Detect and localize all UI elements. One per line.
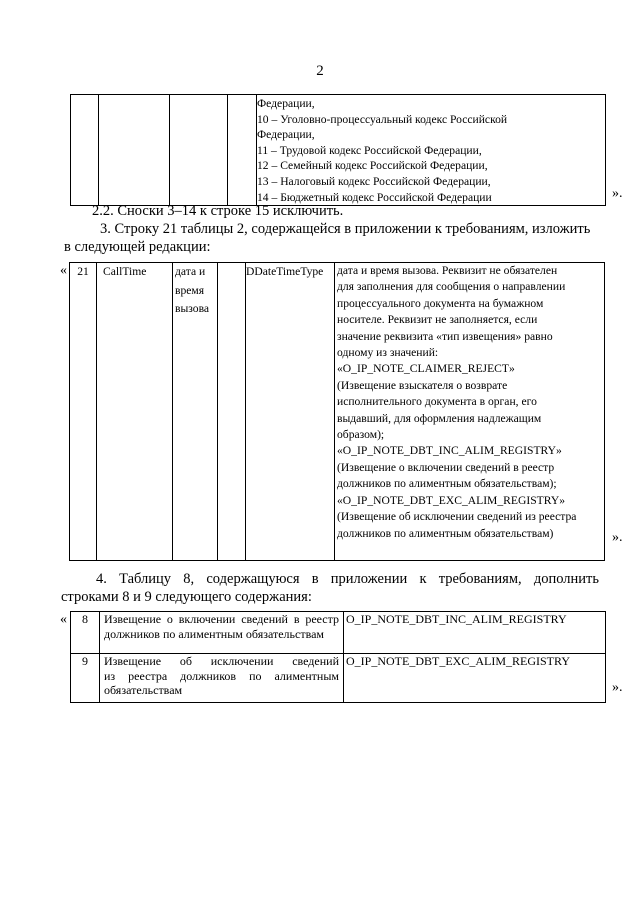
table-row-21 xyxy=(69,262,605,561)
field-type: DDateTimeType xyxy=(246,263,335,561)
close-quote: ». xyxy=(612,530,623,545)
table-cell xyxy=(257,95,606,206)
row-description-line: из реестра должников по алиментным xyxy=(104,668,339,683)
field-description: дата и время вызова. Реквизит не обязателен для заполнения для сообщения о направлении процессуального документа на бумажном носителе. Реквизит не заполняется, если значение реквизита «тип извещения» равно одному из значений: «O_IP_NOTE_CLAIMER_REJECT» (Извещение взыскателя о возврате исполнительного документа в орган, его выдавший, для оформления надлежащим образом); «O_IP_NOTE_DBT_INC_ALIM_REGISTRY» (Извещение о включении сведений в реестр должников по алиментным обязательствам); «O_IP_NOTE_DBT_EXC_ALIM_REGISTRY» (Извещение об исключении сведений из реестра должников по алиментным обязательствам) xyxy=(335,263,605,561)
close-quote: ». xyxy=(612,186,623,201)
paragraph-4-line2: строками 8 и 9 следующего содержания: xyxy=(61,589,312,605)
table-cell xyxy=(170,95,228,206)
table-8-rows xyxy=(70,611,606,703)
row-number: 9 xyxy=(71,654,100,703)
row-description-line: Извещение о включении сведений в реестр xyxy=(104,612,339,626)
row-code: O_IP_NOTE_DBT_EXC_ALIM_REGISTRY xyxy=(344,654,606,703)
page-number: 2 xyxy=(316,63,324,79)
field-name: CallTime xyxy=(97,263,173,561)
paragraph-3-line2: в следующей редакции: xyxy=(64,239,211,255)
row-description-line: должников по алиментным обязательствам xyxy=(104,626,324,641)
table-cell xyxy=(228,95,257,206)
empty-cell xyxy=(218,263,246,561)
table-row xyxy=(71,95,606,206)
open-quote: « xyxy=(60,263,67,278)
row-description-line: обязательствам xyxy=(104,683,183,697)
table-cell xyxy=(99,95,170,206)
paragraph-2-2: 2.2. Сноски 3–14 к строке 15 исключить. xyxy=(92,203,344,219)
paragraph-3-line1: 3. Строку 21 таблицы 2, содержащейся в приложении к требованиям, изложить xyxy=(100,221,591,237)
row-description xyxy=(100,654,344,703)
row-number: 8 xyxy=(71,612,100,654)
field-title: дата и время вызова xyxy=(173,263,218,561)
row-number: 21 xyxy=(70,263,97,561)
close-quote: ». xyxy=(612,680,623,695)
table-continuation xyxy=(70,94,606,206)
table-row xyxy=(71,612,606,654)
paragraph-4-line1: 4. Таблицу 8, содержащуюся в приложении к требованиям, дополнить xyxy=(96,571,599,587)
row-description xyxy=(100,612,344,654)
open-quote: « xyxy=(60,612,67,627)
table-row xyxy=(71,654,606,703)
table-cell xyxy=(71,95,99,206)
row-description-line: Извещение об исключении сведений xyxy=(104,654,339,668)
codes-list: Федерации, 10 – Уголовно-процессуальный кодекс Российской Федерации, 11 – Трудовой кодекс Российской Федерации, 12 – Семейный кодекс Российской Федерации, 13 – Налоговый кодекс Российской Федерации, 14 – Бюджетный кодекс Российской Федерации xyxy=(257,97,508,204)
row-code: O_IP_NOTE_DBT_INC_ALIM_REGISTRY xyxy=(344,612,606,654)
table-row xyxy=(70,263,605,561)
